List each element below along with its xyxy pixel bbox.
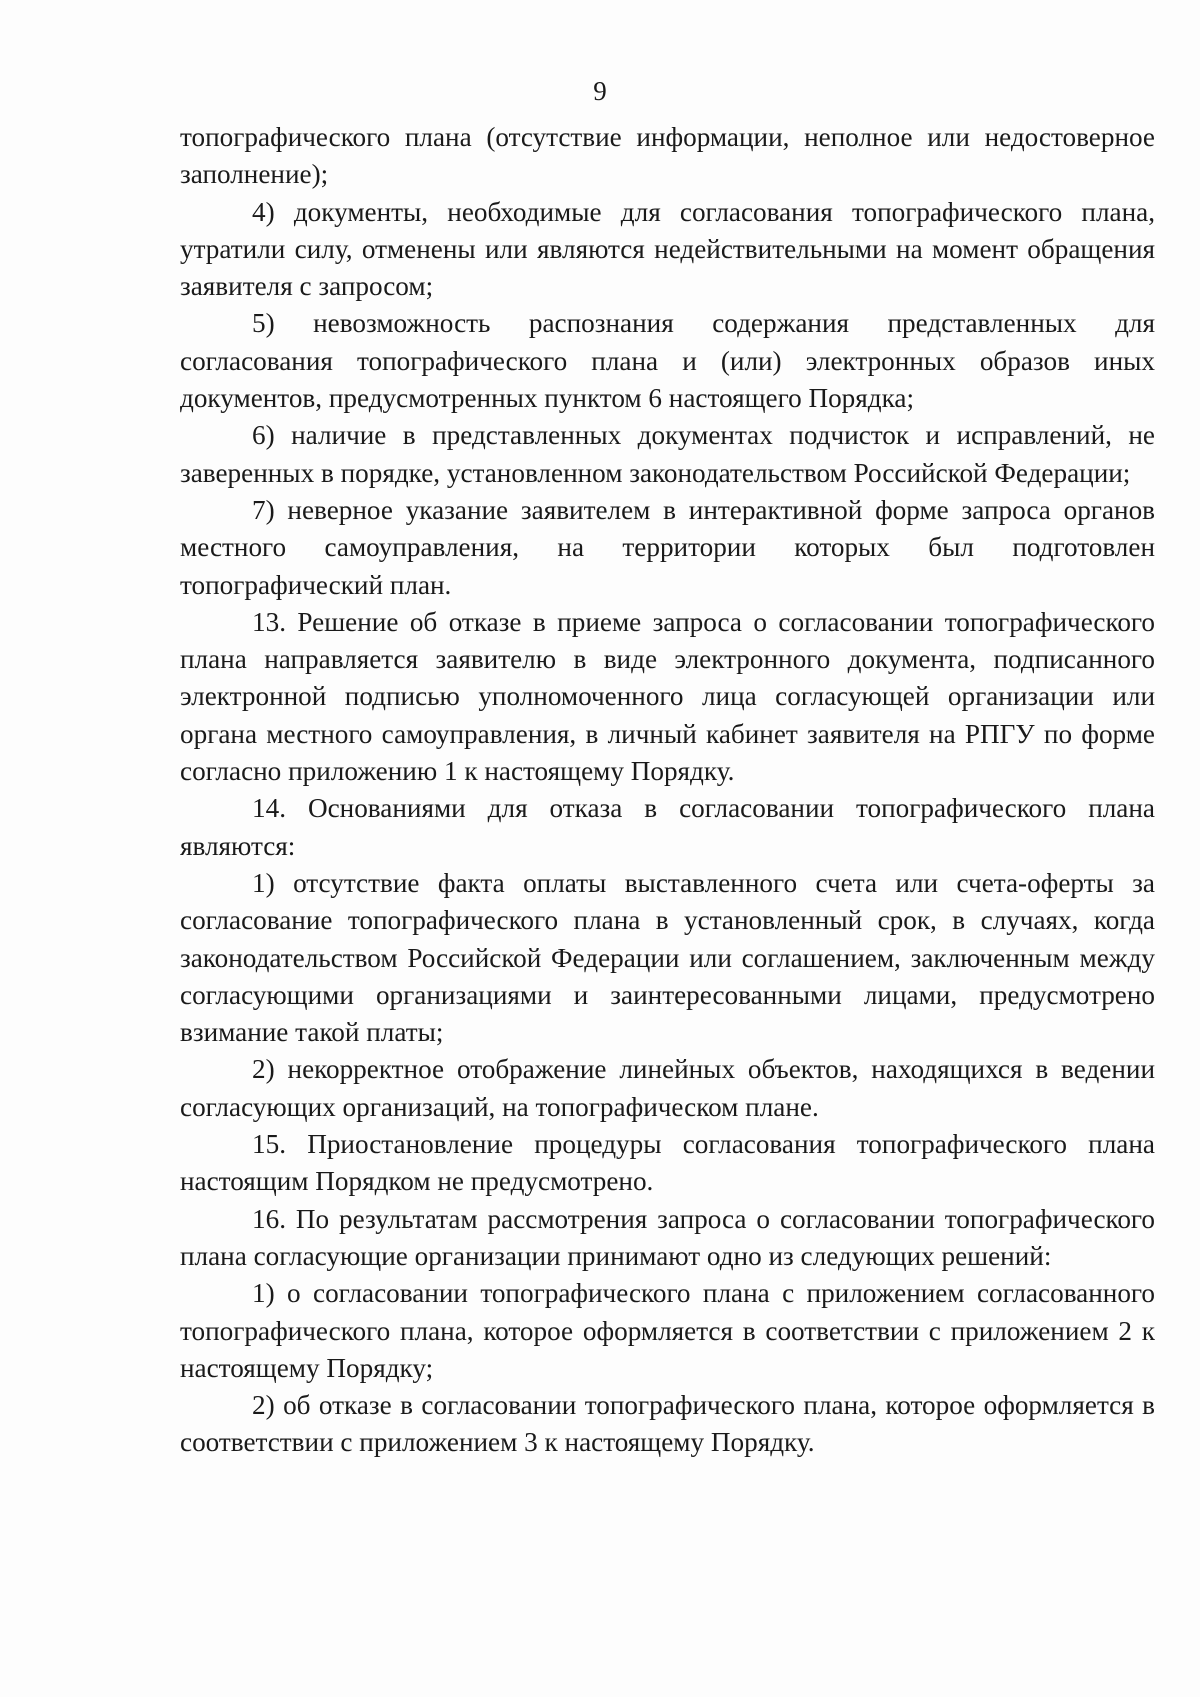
paragraph: 1) отсутствие факта оплаты выставленного счета или счета-оферты за согласование топографического плана в установленный срок, в случаях, когда законодательством Российской Федерации или соглашением, заключенным между согласующими организациями и заинтересованными лицами, предусмотрено взимание такой платы;	[180, 867, 1155, 1048]
paragraph: 4) документы, необходимые для согласования топографического плана, утратили силу, отменены или являются недействительными на момент обращения заявителя с запросом;	[180, 196, 1155, 302]
paragraph: 14. Основаниями для отказа в согласовании топографического плана являются:	[180, 793, 1155, 861]
paragraph: топографического плана (отсутствие информации, неполное или недостоверное заполнение);	[180, 122, 1155, 190]
paragraph: 13. Решение об отказе в приеме запроса о согласовании топографического плана направляется заявителю в виде электронного документа, подписанного электронной подписью уполномоченного лица согласующей организации или органа местного самоуправления, в личный кабинет заявителя на РПГУ по форме согласно приложению 1 к настоящему Порядку.	[180, 606, 1155, 787]
paragraph: 15. Приостановление процедуры согласования топографического плана настоящим Порядком не предусмотрено.	[180, 1129, 1155, 1197]
paragraph: 2) некорректное отображение линейных объектов, находящихся в ведении согласующих организаций, на топографическом плане.	[180, 1054, 1155, 1122]
paragraph: 5) невозможность распознания содержания представленных для согласования топографического плана и (или) электронных образов иных документов, предусмотренных пунктом 6 настоящего Порядка;	[180, 308, 1155, 414]
page-number: 9	[593, 76, 607, 106]
paragraph: 6) наличие в представленных документах подчисток и исправлений, не заверенных в порядке, установленном законодательством Российской Федерации;	[180, 420, 1155, 488]
paragraph: 2) об отказе в согласовании топографического плана, которое оформляется в соответствии с приложением 3 к настоящему Порядку.	[180, 1390, 1155, 1458]
paragraph: 1) о согласовании топографического плана с приложением согласованного топографического плана, которое оформляется в соответствии с приложением 2 к настоящему Порядку;	[180, 1278, 1155, 1383]
paragraph: 7) неверное указание заявителем в интерактивной форме запроса органов местного самоуправления, на территории которых был подготовлен топографический план.	[180, 494, 1155, 600]
document-body	[180, 119, 1155, 1462]
paragraph: 16. По результатам рассмотрения запроса о согласовании топографического плана согласующие организации принимают одно из следующих решений:	[180, 1203, 1155, 1271]
